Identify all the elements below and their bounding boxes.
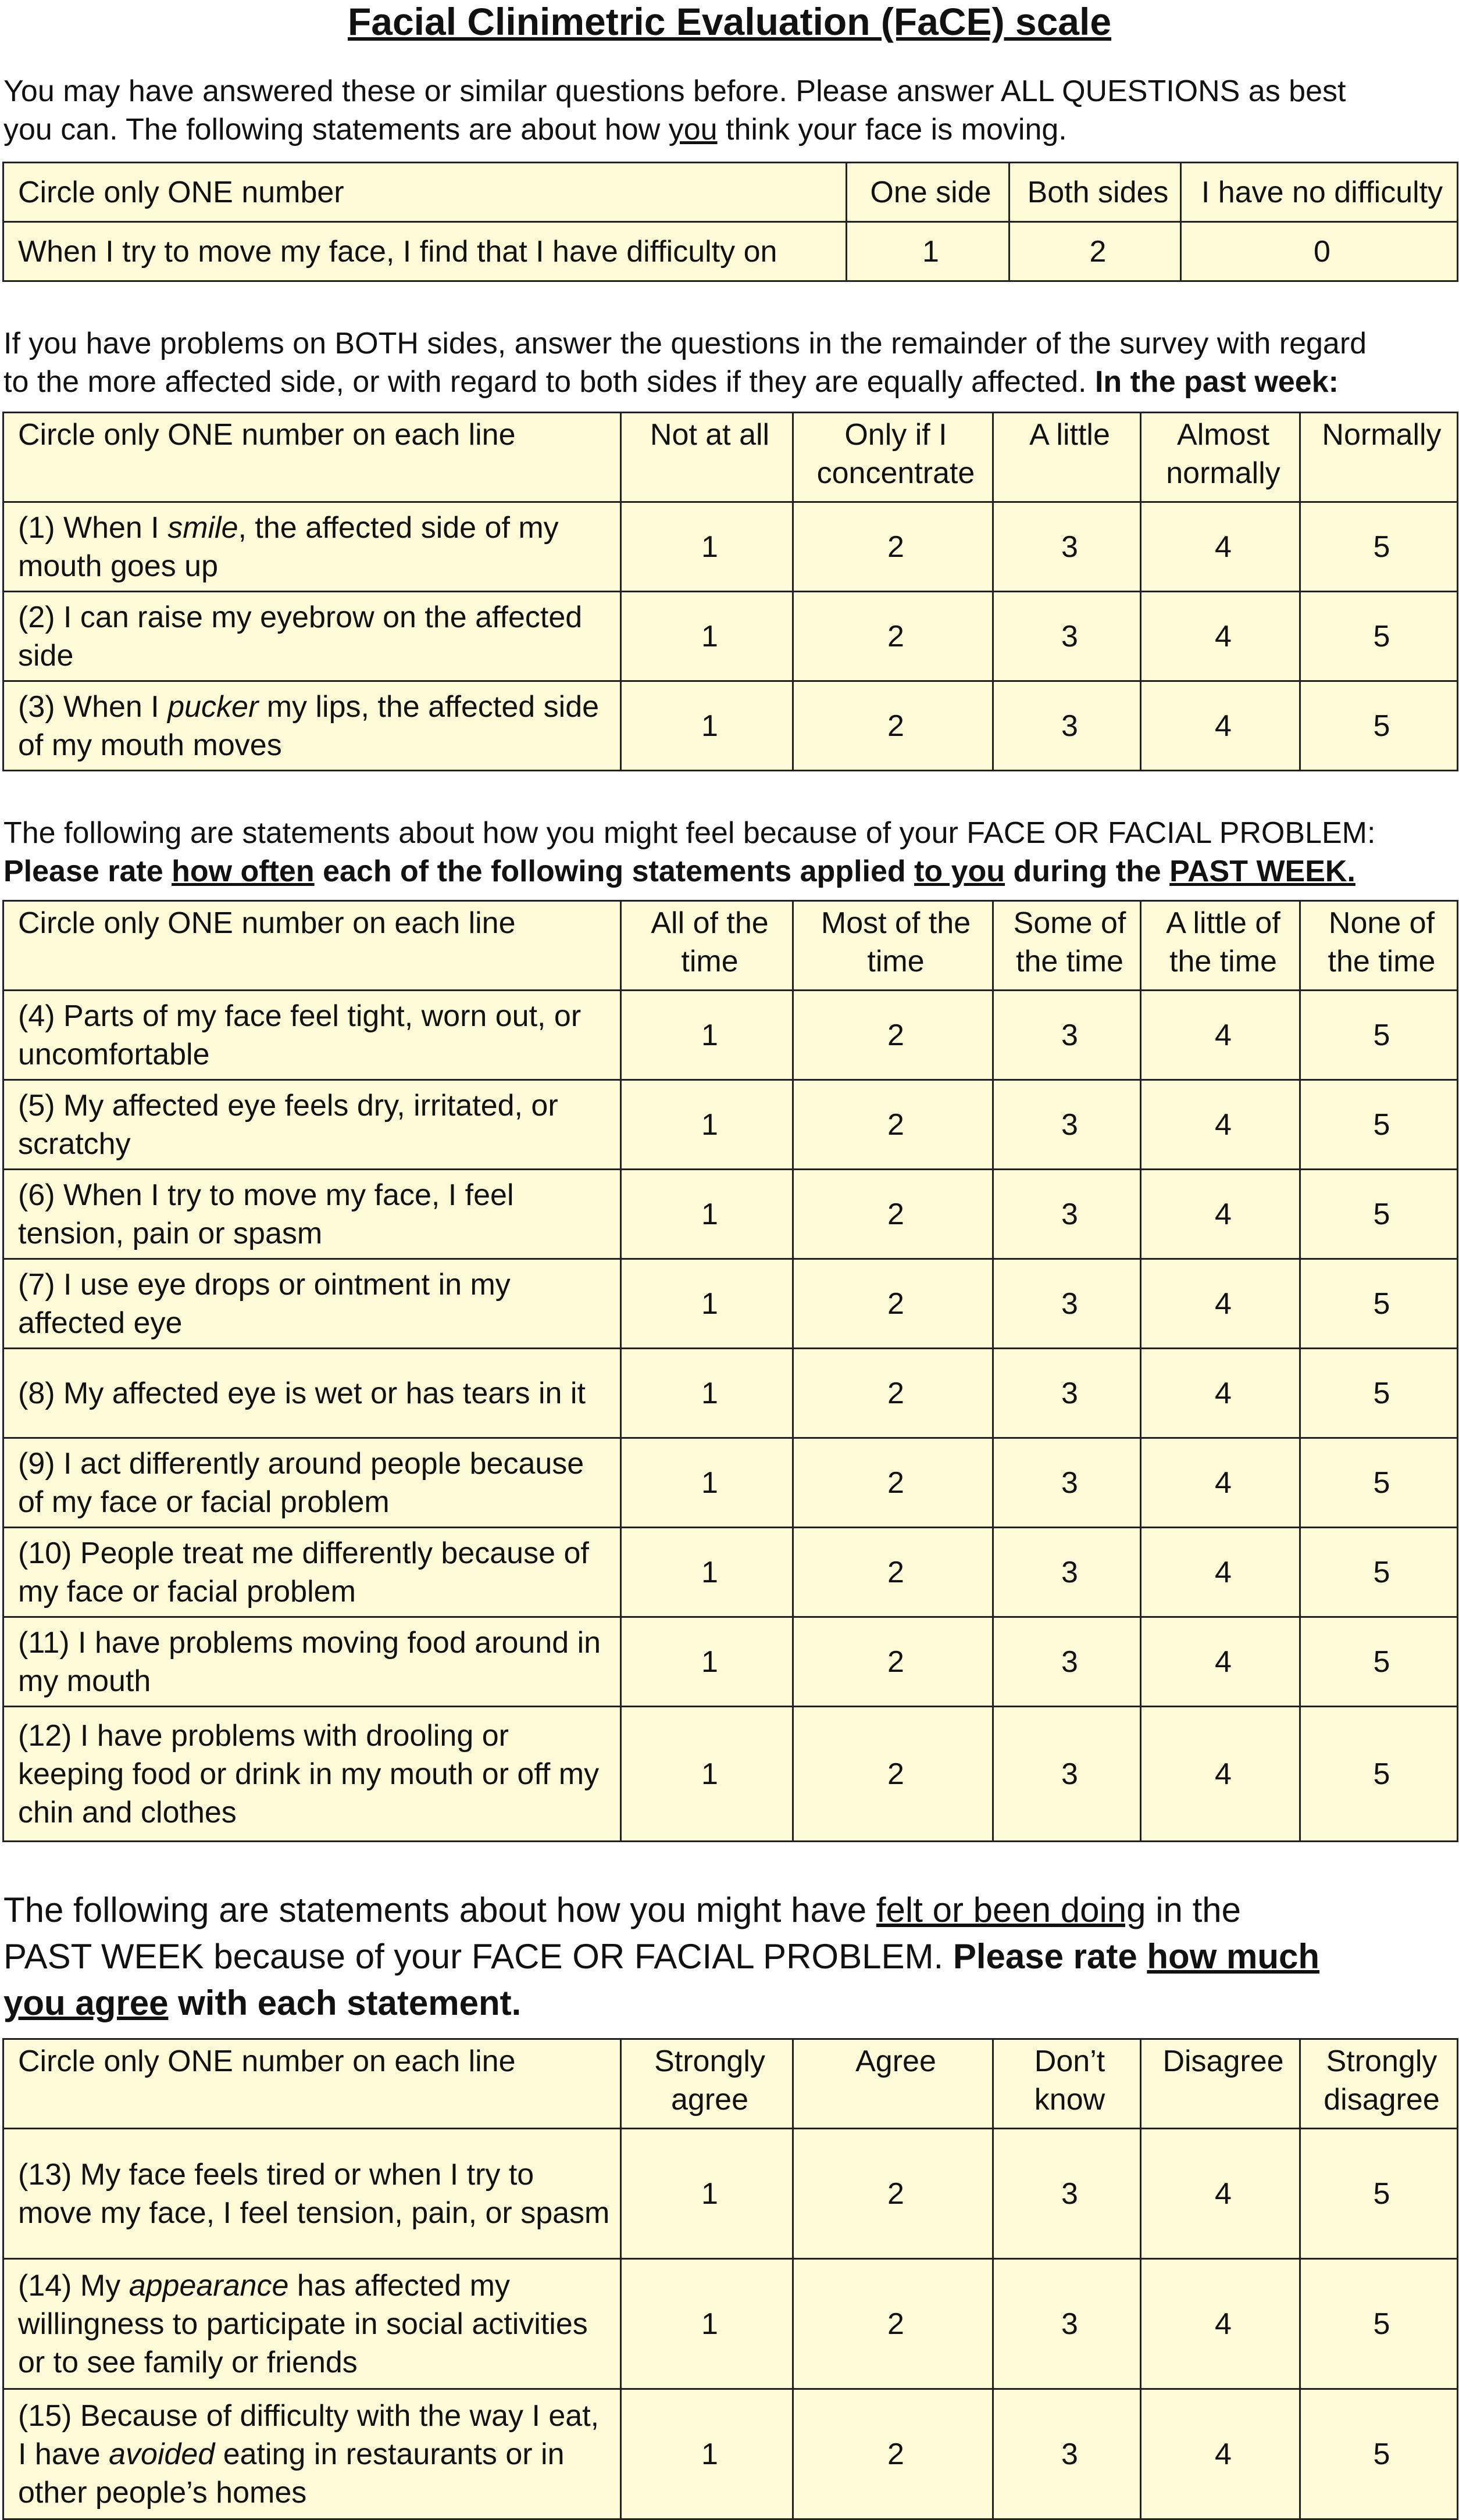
q11-option-3[interactable]: 3 <box>993 1617 1141 1707</box>
q2-option-2[interactable]: 2 <box>793 592 993 681</box>
q4-option-4[interactable]: 4 <box>1141 991 1300 1080</box>
q12-option-5[interactable]: 5 <box>1300 1707 1458 1842</box>
section3-col-strongly-agree: Strongly agree <box>621 2039 793 2129</box>
question-9-text: (9) I act differently around people because of my face or facial problem <box>3 1438 621 1528</box>
question-row-5 <box>3 1080 1458 1170</box>
question-row-10 <box>3 1528 1458 1617</box>
q6-option-5[interactable]: 5 <box>1300 1170 1458 1259</box>
question-7-text: (7) I use eye drops or ointment in my affected eye <box>3 1259 621 1349</box>
q11-option-4[interactable]: 4 <box>1141 1617 1300 1707</box>
q10-option-1[interactable]: 1 <box>621 1528 793 1617</box>
question-15-text <box>3 2389 621 2519</box>
q9-option-2[interactable]: 2 <box>793 1438 993 1528</box>
question-15-text-a: (15) Because of difficulty with the way I eat, I have <box>18 2399 600 2471</box>
q9-option-1[interactable]: 1 <box>621 1438 793 1528</box>
q1-option-2[interactable]: 2 <box>793 502 993 592</box>
section2-table <box>2 900 1458 1842</box>
q1-option-4[interactable]: 4 <box>1141 502 1300 592</box>
section3-col-strongly-disagree: Strongly disagree <box>1300 2039 1458 2129</box>
section2-to-you: to you <box>914 855 1005 888</box>
q4-option-1[interactable]: 1 <box>621 991 793 1080</box>
side-option-no-difficulty[interactable]: 0 <box>1181 222 1458 281</box>
side-table <box>2 162 1458 282</box>
q12-option-3[interactable]: 3 <box>993 1707 1141 1842</box>
question-5-text: (5) My affected eye feels dry, irritated, or scratchy <box>3 1080 621 1170</box>
section2-header-label: Circle only ONE number on each line <box>3 901 621 991</box>
section2-col-a-little: A little of the time <box>1141 901 1300 991</box>
question-1-text-a: (1) When I <box>18 510 168 545</box>
q11-option-1[interactable]: 1 <box>621 1617 793 1707</box>
q1-option-3[interactable]: 3 <box>993 502 1141 592</box>
q5-option-3[interactable]: 3 <box>993 1080 1141 1170</box>
section3-please-rate: Please rate <box>953 1937 1147 1976</box>
q9-option-5[interactable]: 5 <box>1300 1438 1458 1528</box>
question-1-emphasis: smile <box>167 510 238 545</box>
q4-option-2[interactable]: 2 <box>793 991 993 1080</box>
q15-option-4[interactable]: 4 <box>1141 2389 1300 2519</box>
q14-option-1[interactable]: 1 <box>621 2259 793 2389</box>
question-6-text: (6) When I try to move my face, I feel tension, pain or spasm <box>3 1170 621 1259</box>
section3-text-b: in the <box>1146 1890 1241 1929</box>
section3-text-d: with each statement. <box>168 1983 522 2022</box>
question-14-text-b: has affected my willingness to participate in social activities or to see family or friends <box>18 2268 588 2379</box>
section2-line-2 <box>3 852 1457 891</box>
question-3-emphasis: pucker <box>167 689 259 724</box>
q4-option-5[interactable]: 5 <box>1300 991 1458 1080</box>
side-header-no-difficulty: I have no difficulty <box>1181 163 1458 222</box>
question-13-text: (13) My face feels tired or when I try to move my face, I feel tension, pain, or spasm <box>3 2129 621 2259</box>
q1-option-5[interactable]: 5 <box>1300 502 1458 592</box>
q12-option-2[interactable]: 2 <box>793 1707 993 1842</box>
question-3-text-a: (3) When I <box>18 689 168 724</box>
q9-option-4[interactable]: 4 <box>1141 1438 1300 1528</box>
q7-option-5[interactable]: 5 <box>1300 1259 1458 1349</box>
q2-option-3[interactable]: 3 <box>993 592 1141 681</box>
q7-option-4[interactable]: 4 <box>1141 1259 1300 1349</box>
q3-option-3[interactable]: 3 <box>993 681 1141 771</box>
q14-option-4[interactable]: 4 <box>1141 2259 1300 2389</box>
question-10-text: (10) People treat me differently because of my face or facial problem <box>3 1528 621 1617</box>
q12-option-4[interactable]: 4 <box>1141 1707 1300 1842</box>
q10-option-5[interactable]: 5 <box>1300 1528 1458 1617</box>
section3-text-a: The following are statements about how you might have <box>3 1890 876 1929</box>
question-row-6 <box>3 1170 1458 1259</box>
question-row-2 <box>3 592 1458 681</box>
question-14-text <box>3 2259 621 2389</box>
q3-option-5[interactable]: 5 <box>1300 681 1458 771</box>
question-1-text <box>3 502 621 592</box>
q6-option-2[interactable]: 2 <box>793 1170 993 1259</box>
q4-option-3[interactable]: 3 <box>993 991 1141 1080</box>
q6-option-3[interactable]: 3 <box>993 1170 1141 1259</box>
question-row-9 <box>3 1438 1458 1528</box>
section2-text-c: during the <box>1005 855 1170 888</box>
q7-option-2[interactable]: 2 <box>793 1259 993 1349</box>
question-row-15 <box>3 2389 1458 2519</box>
q10-option-3[interactable]: 3 <box>993 1528 1141 1617</box>
side-question: When I try to move my face, I find that I have difficulty on <box>3 222 847 281</box>
q7-option-1[interactable]: 1 <box>621 1259 793 1349</box>
q3-option-1[interactable]: 1 <box>621 681 793 771</box>
q10-option-4[interactable]: 4 <box>1141 1528 1300 1617</box>
q13-option-4[interactable]: 4 <box>1141 2129 1300 2259</box>
section2-col-most: Most of the time <box>793 901 993 991</box>
q15-option-5[interactable]: 5 <box>1300 2389 1458 2519</box>
section1-col-only-if-concentrate: Only if I concentrate <box>793 413 993 502</box>
section3-felt-or-doing: felt or been doing <box>876 1890 1146 1929</box>
question-row-8 <box>3 1349 1458 1438</box>
q5-option-4[interactable]: 4 <box>1141 1080 1300 1170</box>
question-8-text: (8) My affected eye is wet or has tears in it <box>3 1349 621 1438</box>
q7-option-3[interactable]: 3 <box>993 1259 1141 1349</box>
q15-option-2[interactable]: 2 <box>793 2389 993 2519</box>
question-row-1 <box>3 502 1458 592</box>
section3-col-agree: Agree <box>793 2039 993 2129</box>
q13-option-2[interactable]: 2 <box>793 2129 993 2259</box>
question-11-text: (11) I have problems moving food around in my mouth <box>3 1617 621 1707</box>
question-15-emphasis: avoided <box>109 2437 215 2471</box>
section1-header-label: Circle only ONE number on each line <box>3 413 621 502</box>
q14-option-5[interactable]: 5 <box>1300 2259 1458 2389</box>
q15-option-3[interactable]: 3 <box>993 2389 1141 2519</box>
q10-option-2[interactable]: 2 <box>793 1528 993 1617</box>
side-header-label: Circle only ONE number <box>3 163 847 222</box>
q6-option-1[interactable]: 1 <box>621 1170 793 1259</box>
q11-option-2[interactable]: 2 <box>793 1617 993 1707</box>
intro-text-end: think your face is moving. <box>717 113 1067 146</box>
question-14-text-a: (14) My <box>18 2268 129 2303</box>
section3-header-label: Circle only ONE number on each line <box>3 2039 621 2129</box>
intro-text: you can. The following statements are about how <box>3 113 669 146</box>
section1-past-week: In the past week: <box>1094 365 1339 399</box>
form-title: Facial Clinimetric Evaluation (FaCE) scale <box>347 0 1112 43</box>
q14-option-3[interactable]: 3 <box>993 2259 1141 2389</box>
q1-option-1[interactable]: 1 <box>621 502 793 592</box>
intro-line-1: You may have answered these or similar questions before. Please answer ALL QUESTIONS as best <box>3 74 1346 108</box>
q8-option-5[interactable]: 5 <box>1300 1349 1458 1438</box>
section3-table <box>2 2038 1458 2520</box>
q8-option-4[interactable]: 4 <box>1141 1349 1300 1438</box>
q8-option-1[interactable]: 1 <box>621 1349 793 1438</box>
section2-text-b: each of the following statements applied <box>314 855 915 888</box>
section3-line-3 <box>3 1980 1457 2026</box>
question-row-11 <box>3 1617 1458 1707</box>
section3-you-agree: you agree <box>3 1983 169 2022</box>
section3-line-2 <box>3 1933 1457 1980</box>
q5-option-2[interactable]: 2 <box>793 1080 993 1170</box>
question-row-13 <box>3 2129 1458 2259</box>
section3-how-much: how much <box>1147 1937 1320 1976</box>
q3-option-2[interactable]: 2 <box>793 681 993 771</box>
section3-line-1 <box>3 1887 1457 1933</box>
question-15-text-b: eating in restaurants or in other people’s homes <box>18 2437 565 2510</box>
section2-text-a: Please rate <box>3 855 172 888</box>
section3-col-dont-know: Don’t know <box>993 2039 1141 2129</box>
q13-option-3[interactable]: 3 <box>993 2129 1141 2259</box>
section1-line-2 <box>3 363 1457 401</box>
question-row-7 <box>3 1259 1458 1349</box>
q3-option-4[interactable]: 4 <box>1141 681 1300 771</box>
side-header-one-side: One side <box>847 163 1009 222</box>
question-2-text: (2) I can raise my eyebrow on the affected side <box>3 592 621 681</box>
intro-line-2 <box>3 110 1457 149</box>
q8-option-3[interactable]: 3 <box>993 1349 1141 1438</box>
section1-col-almost-normally: Almost normally <box>1141 413 1300 502</box>
side-option-both-sides[interactable]: 2 <box>1009 222 1181 281</box>
section3-col-disagree: Disagree <box>1141 2039 1300 2129</box>
section3-text-c: PAST WEEK because of your FACE OR FACIAL PROBLEM. <box>3 1937 953 1976</box>
intro-emphasis-you: you <box>668 113 718 146</box>
q8-option-2[interactable]: 2 <box>793 1349 993 1438</box>
section2-col-some: Some of the time <box>993 901 1141 991</box>
section1-text: to the more affected side, or with regard to both sides if they are equally affected. <box>3 365 1095 399</box>
question-3-text <box>3 681 621 771</box>
question-4-text: (4) Parts of my face feel tight, worn out, or uncomfortable <box>3 991 621 1080</box>
section2-col-all: All of the time <box>621 901 793 991</box>
q2-option-4[interactable]: 4 <box>1141 592 1300 681</box>
section1-line-1: If you have problems on BOTH sides, answer the questions in the remainder of the survey with regard <box>3 327 1367 360</box>
q15-option-1[interactable]: 1 <box>621 2389 793 2519</box>
q9-option-3[interactable]: 3 <box>993 1438 1141 1528</box>
question-row-4 <box>3 991 1458 1080</box>
q13-option-1[interactable]: 1 <box>621 2129 793 2259</box>
section1-col-a-little: A little <box>993 413 1141 502</box>
section1-col-normally: Normally <box>1300 413 1458 502</box>
section2-how-often: how often <box>172 855 315 888</box>
q6-option-4[interactable]: 4 <box>1141 1170 1300 1259</box>
q11-option-5[interactable]: 5 <box>1300 1617 1458 1707</box>
section1-col-not-at-all: Not at all <box>621 413 793 502</box>
question-row-12 <box>3 1707 1458 1842</box>
question-14-emphasis: appearance <box>129 2268 289 2303</box>
q5-option-1[interactable]: 1 <box>621 1080 793 1170</box>
q2-option-1[interactable]: 1 <box>621 592 793 681</box>
question-row-3 <box>3 681 1458 771</box>
question-1-text-b: , the affected side of my mouth goes up <box>18 510 559 583</box>
question-row-14 <box>3 2259 1458 2389</box>
q5-option-5[interactable]: 5 <box>1300 1080 1458 1170</box>
section2-col-none: None of the time <box>1300 901 1458 991</box>
q13-option-5[interactable]: 5 <box>1300 2129 1458 2259</box>
q2-option-5[interactable]: 5 <box>1300 592 1458 681</box>
q12-option-1[interactable]: 1 <box>621 1707 793 1842</box>
question-3-text-b: my lips, the affected side of my mouth moves <box>18 689 600 762</box>
q14-option-2[interactable]: 2 <box>793 2259 993 2389</box>
side-option-one-side[interactable]: 1 <box>847 222 1009 281</box>
section2-past-week: PAST WEEK. <box>1169 855 1355 888</box>
section2-line-1: The following are statements about how you might feel because of your FACE OR FACIAL PROBLEM: <box>3 816 1376 850</box>
side-header-both-sides: Both sides <box>1009 163 1181 222</box>
section1-table <box>2 412 1458 771</box>
question-12-text: (12) I have problems with drooling or keeping food or drink in my mouth or off my chin and clothes <box>3 1707 621 1842</box>
